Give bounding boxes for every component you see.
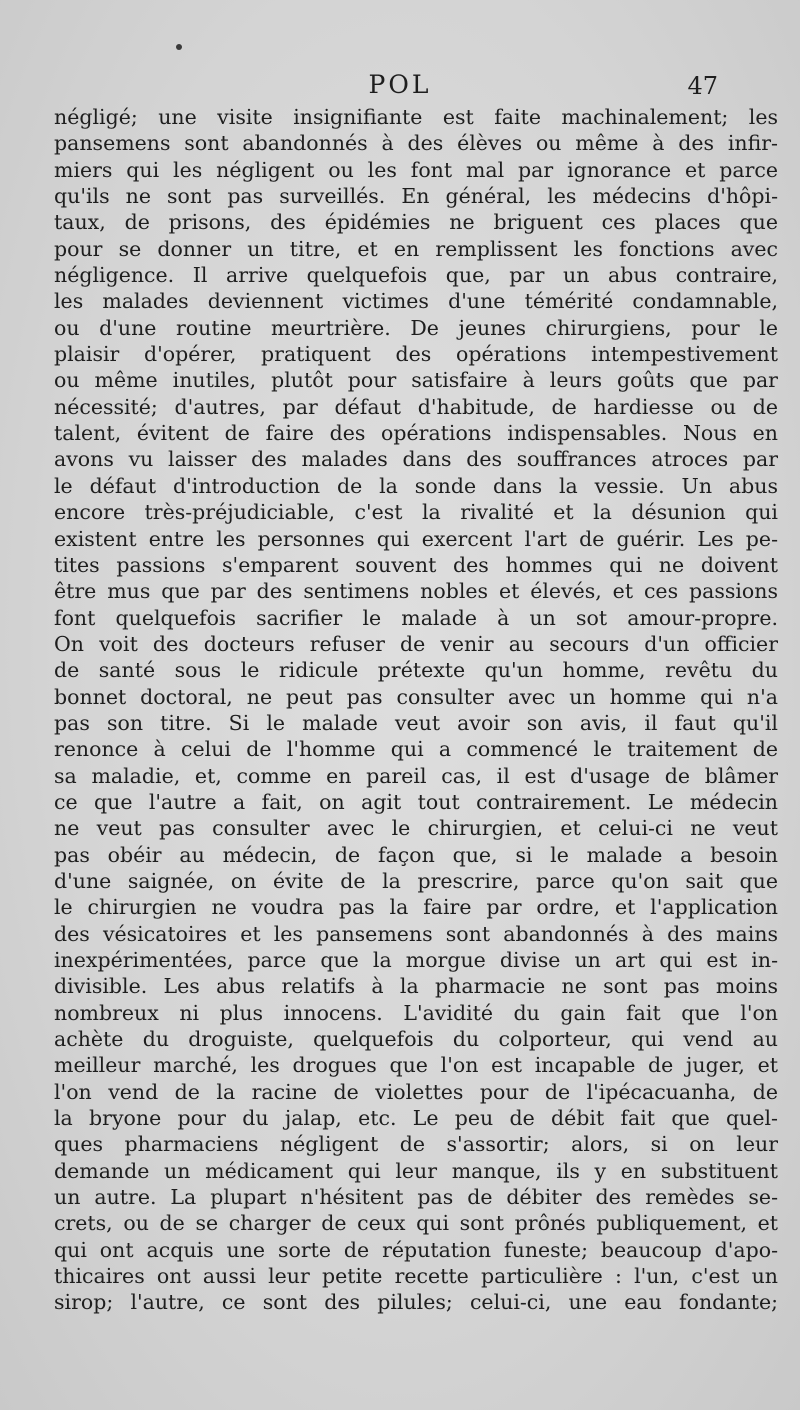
text-line: meilleur marché, les drogues que l'on est incapable de juger, et <box>54 1053 778 1078</box>
text-line: être mus que par des sentimens nobles et élevés, et ces passions <box>54 579 778 604</box>
text-line: l'on vend de la racine de violettes pour de l'ipécacuanha, de <box>54 1079 778 1104</box>
text-line: négligé; une visite insignifiante est faite machinalement; les <box>54 105 778 129</box>
text-line: les malades deviennent victimes d'une témérité condamnable, <box>54 289 778 314</box>
text-line: de santé sous le ridicule prétexte qu'un homme, revêtu du <box>54 658 778 683</box>
text-line: avons vu laisser des malades dans des souffrances atroces par <box>54 447 778 472</box>
text-line: ce que l'autre a fait, on agit tout contrairement. Le médecin <box>54 789 778 814</box>
text-line: sirop; l'autre, ce sont des pilules; celui-ci, une eau fondante; <box>54 1290 778 1315</box>
text-line: miers qui les négligent ou les font mal par ignorance et parce <box>54 157 778 182</box>
text-line: le chirurgien ne voudra pas la faire par ordre, et l'application <box>54 895 778 920</box>
text-line: ou d'une routine meurtrière. De jeunes chirurgiens, pour le <box>54 315 778 340</box>
text-line: bonnet doctoral, ne peut pas consulter avec un homme qui n'a <box>54 684 778 709</box>
text-line: des vésicatoires et les pansemens sont abandonnés à des mains <box>54 921 778 946</box>
text-line: plaisir d'opérer, pratiquent des opérations intempestivement <box>54 342 778 367</box>
text-line: négligence. Il arrive quelquefois que, par un abus contraire, <box>54 263 778 288</box>
text-line: inexpérimentées, parce que la morgue divise un art qui est in- <box>54 948 778 972</box>
text-line: encore très-préjudiciable, c'est la rivalité et la désunion qui <box>54 500 778 525</box>
page-header <box>0 66 800 106</box>
text-line: tites passions s'emparent souvent des hommes qui ne doivent <box>54 552 778 577</box>
text-line: pansemens sont abandonnés à des élèves ou même à des infir- <box>54 131 778 156</box>
text-line: existent entre les personnes qui exercent l'art de guérir. Les pe- <box>54 526 778 551</box>
text-line: font quelquefois sacrifier le malade à un sot amour-propre. <box>54 605 778 630</box>
text-line: crets, ou de se charger de ceux qui sont prônés publiquement, et <box>54 1211 778 1236</box>
text-line: le défaut d'introduction de la sonde dans la vessie. Un abus <box>54 473 778 498</box>
text-line: pas obéir au médecin, de façon que, si le malade a besoin <box>54 842 778 867</box>
body-text <box>54 104 778 1316</box>
text-line: pas son titre. Si le malade veut avoir son avis, il faut qu'il <box>54 710 778 735</box>
text-line: On voit des docteurs refuser de venir au secours d'un officier <box>54 631 778 656</box>
running-head: POL <box>368 70 432 99</box>
text-line: d'une saignée, on évite de la prescrire, parce qu'on sait que <box>54 868 778 893</box>
text-line: nécessité; d'autres, par défaut d'habitude, de hardiesse ou de <box>54 394 778 419</box>
text-line: ques pharmaciens négligent de s'assortir; alors, si on leur <box>54 1132 778 1157</box>
text-line: nombreux ni plus innocens. L'avidité du gain fait que l'on <box>54 1000 778 1025</box>
text-line: sa maladie, et, comme en pareil cas, il est d'usage de blâmer <box>54 763 778 788</box>
text-line: la bryone pour du jalap, etc. Le peu de débit fait que quel- <box>54 1106 778 1131</box>
text-line: thicaires ont aussi leur petite recette particulière : l'un, c'est un <box>54 1264 778 1289</box>
text-line: pour se donner un titre, et en remplissent les fonctions avec <box>54 236 778 261</box>
text-line: qui ont acquis une sorte de réputation funeste; beaucoup d'apo- <box>54 1237 778 1262</box>
text-line: taux, de prisons, des épidémies ne briguent ces places que <box>54 210 778 235</box>
text-line: ou même inutiles, plutôt pour satisfaire à leurs goûts que par <box>54 368 778 393</box>
text-line: qu'ils ne sont pas surveillés. En général, les médecins d'hôpi- <box>54 184 778 209</box>
text-line: talent, évitent de faire des opérations indispensables. Nous en <box>54 421 778 446</box>
text-line: divisible. Les abus relatifs à la pharmacie ne sont pas moins <box>54 974 778 999</box>
ink-speck <box>176 44 182 50</box>
text-line: renonce à celui de l'homme qui a commencé le traitement de <box>54 737 778 762</box>
text-line: un autre. La plupart n'hésitent pas de débiter des remèdes se- <box>54 1185 778 1210</box>
text-line: ne veut pas consulter avec le chirurgien, et celui-ci ne veut <box>54 816 778 841</box>
text-line: demande un médicament qui leur manque, ils y en substituent <box>54 1158 778 1183</box>
text-line: achète du droguiste, quelquefois du colporteur, qui vend au <box>54 1027 778 1052</box>
page-number: 47 <box>687 72 718 100</box>
